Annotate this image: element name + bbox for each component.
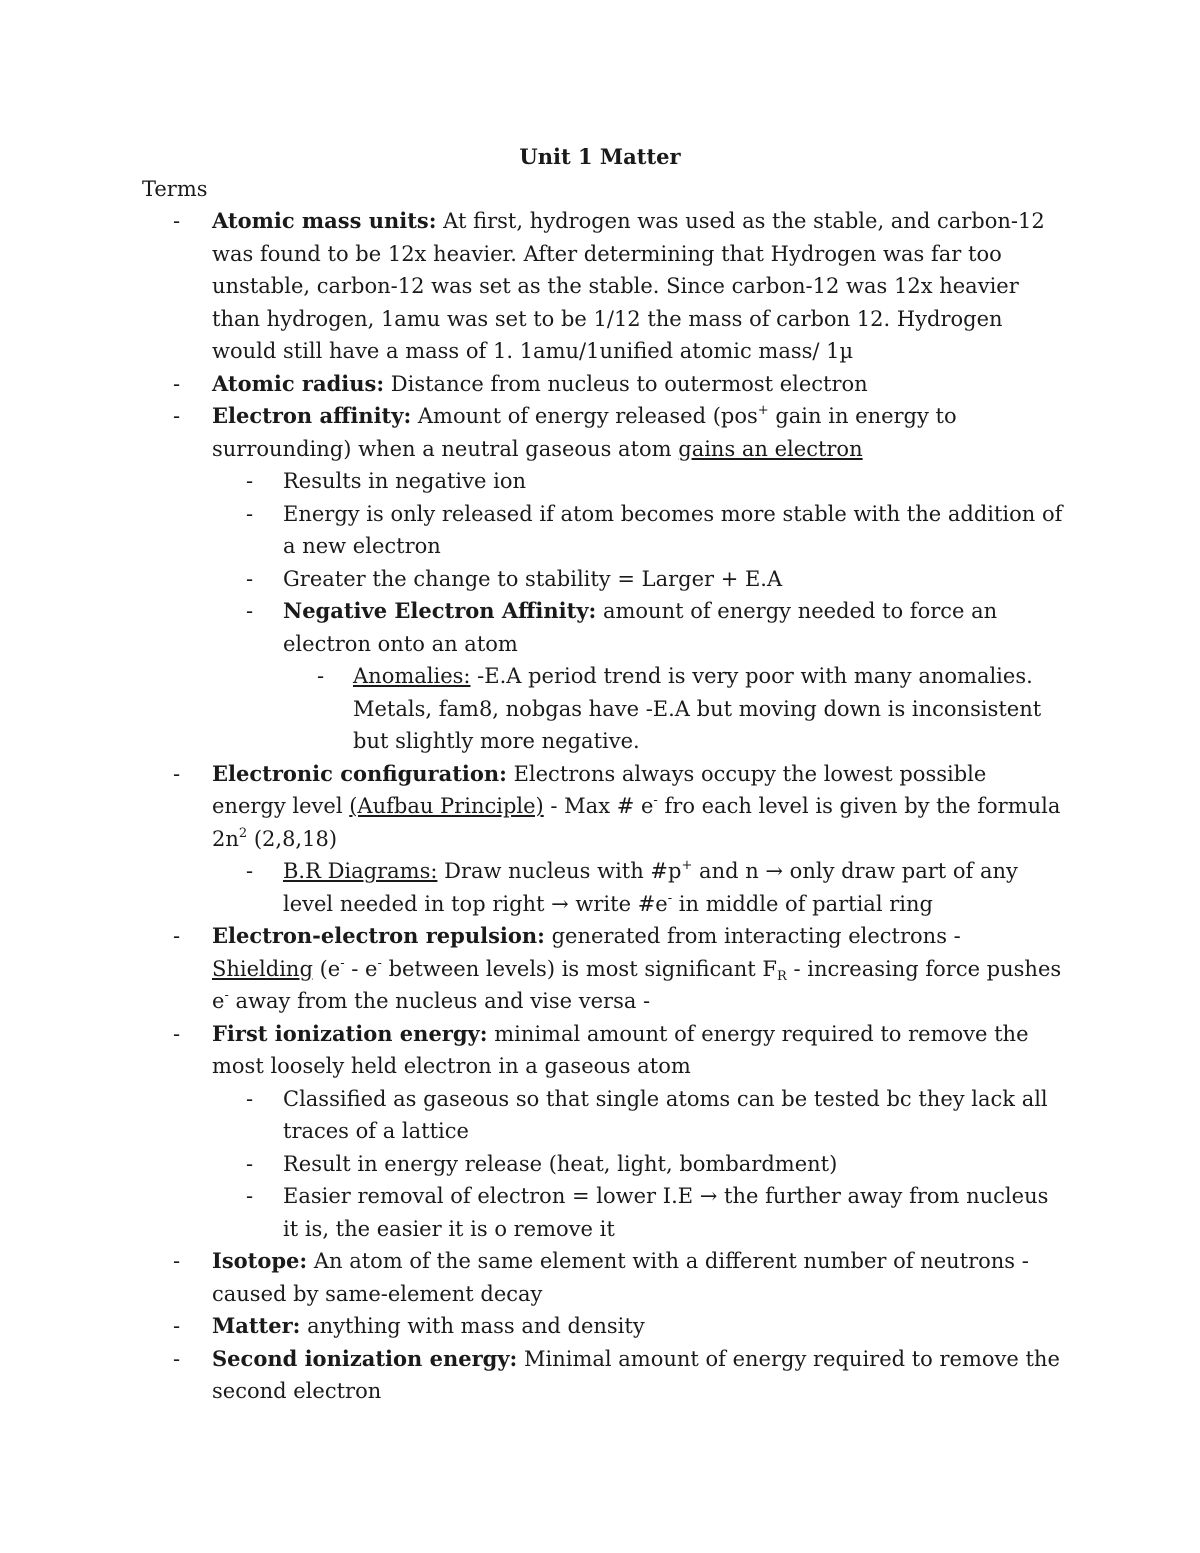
term-definition: - e — [344, 956, 378, 981]
term-definition: away from the nucleus and vise versa - — [228, 989, 651, 1013]
list-item-electron-affinity — [0, 400, 1062, 465]
bullet-dash: - — [246, 566, 254, 591]
list-item-matter — [0, 1310, 1062, 1343]
term-definition: minimal amount of energy required to remove the most loosely held electron in a gaseous atom — [212, 1021, 1029, 1078]
sub-item-classified-gaseous — [0, 1083, 1063, 1148]
page-title: Unit 1 Matter — [519, 144, 681, 169]
underlined-text: (Aufbau Principle) — [349, 794, 544, 818]
term-definition: fro each level is given by the formula 2n — [212, 794, 1061, 851]
term-label: Negative Electron Affinity: — [283, 598, 597, 623]
term-definition: generated from interacting electrons - — [544, 924, 961, 948]
superscript: - — [653, 793, 658, 808]
term-definition: Minimal amount of energy required to remove the second electron — [212, 1346, 1060, 1403]
sub-item-text: Results in negative ion — [283, 469, 526, 493]
section-label: Terms — [142, 177, 208, 201]
list-item-atomic-radius — [0, 368, 1062, 401]
terms-list — [0, 205, 1200, 1408]
bullet-dash: - — [173, 371, 181, 396]
superscript: 2 — [238, 825, 248, 841]
term-definition: between levels) is most significant F — [381, 956, 777, 981]
list-item-first-ionization-energy — [0, 1018, 1062, 1083]
bullet-dash: - — [173, 1346, 181, 1371]
term-definition: - increasing force pushes e — [212, 956, 1062, 1013]
bullet-dash: - — [173, 404, 181, 428]
sub-item-energy-released — [0, 498, 1063, 563]
sub-item-text: in middle of partial ring — [672, 891, 933, 916]
term-label: Atomic radius: — [212, 370, 385, 396]
term-definition: (e — [312, 956, 341, 981]
term-definition: gain in energy to surrounding) when a neutral gaseous atom — [212, 404, 957, 461]
term-definition: At first, hydrogen was used as the stable, and carbon-12 was found to be 12x heavier. After determining that Hydrogen was far too unstable, carbon-12 was set as the stable. Since carbon-12 was 12x heavier than hydrogen, 1amu was set to be 1/12 the mass of carbon 12. Hydrogen would still have a mass of 1. 1amu/1unified atomic mass/ 1µ — [212, 209, 1045, 363]
subscript: R — [777, 968, 787, 984]
sub-item-text: Classified as gaseous so that single atoms can be tested bc they lack all traces of a lattice — [283, 1086, 1048, 1143]
sub-sub-item-anomalies — [0, 660, 1053, 758]
sub-item-text: Draw nucleus with #p — [437, 859, 682, 883]
sub-item-text: and n → only draw part of any level needed in top right → write #e — [283, 859, 1018, 916]
bullet-dash: - — [246, 469, 254, 493]
term-definition: (2,8,18) — [247, 826, 338, 851]
bullet-dash: - — [246, 1086, 254, 1111]
term-label: Electron-electron repulsion: — [212, 923, 545, 948]
sub-item-greater-change — [0, 563, 1063, 596]
term-label: Electronic configuration: — [212, 760, 507, 786]
bullet-dash: - — [246, 501, 254, 526]
term-label: Matter: — [212, 1313, 301, 1338]
list-item-isotope — [0, 1245, 1062, 1310]
sub-item-text: -E.A period trend is very poor with many anomalies. Metals, fam8, nobgas have -E.A but moving down is inconsistent but slightly more negative. — [353, 664, 1042, 753]
sub-item-text: Easier removal of electron = lower I.E → the further away from nucleus it is, the easier it is o remove it — [283, 1184, 1049, 1241]
sub-item-text: amount of energy needed to force an electron onto an atom — [283, 599, 998, 656]
bullet-dash: - — [317, 664, 325, 688]
term-definition: Distance from nucleus to outermost electron — [384, 371, 868, 396]
sub-item-easier-removal — [0, 1180, 1063, 1245]
sub-item-text: Energy is only released if atom becomes more stable with the addition of a new electron — [283, 501, 1063, 558]
underlined-text: Shielding — [212, 956, 313, 981]
underlined-text: gains an electron — [678, 436, 863, 461]
bullet-dash: - — [173, 761, 181, 786]
term-label: Second ionization energy: — [212, 1345, 518, 1371]
underlined-label: B.R Diagrams: — [283, 859, 438, 883]
superscript: + — [757, 403, 769, 418]
superscript: - — [224, 988, 229, 1003]
superscript: - — [340, 955, 345, 971]
term-label: Isotope: — [212, 1248, 308, 1273]
bullet-dash: - — [173, 1249, 181, 1273]
term-label: Electron affinity: — [212, 403, 412, 428]
bullet-dash: - — [246, 599, 254, 623]
bullet-dash: - — [173, 1021, 181, 1046]
list-item-electronic-configuration — [0, 758, 1062, 856]
term-definition: anything with mass and density — [300, 1314, 645, 1338]
term-definition: - Max # e — [543, 794, 654, 818]
underlined-label: Anomalies: — [353, 664, 471, 688]
term-label: Atomic mass units: — [212, 208, 437, 233]
bullet-dash: - — [173, 209, 181, 233]
bullet-dash: - — [173, 1314, 181, 1338]
sub-item-negative-ion — [0, 465, 1063, 498]
sub-item-energy-release — [0, 1148, 1063, 1181]
sub-item-text: Result in energy release (heat, light, bombardment) — [283, 1151, 838, 1176]
bullet-dash: - — [173, 924, 181, 948]
bullet-dash: - — [246, 1151, 254, 1176]
superscript: + — [681, 858, 693, 873]
list-item-second-ionization-energy — [0, 1343, 1062, 1408]
sub-item-br-diagrams — [0, 855, 1063, 920]
superscript: - — [377, 955, 382, 971]
list-item-atomic-mass-units — [0, 205, 1062, 368]
bullet-dash: - — [246, 859, 254, 883]
term-definition: Amount of energy released (pos — [411, 404, 758, 428]
term-definition: Electrons always occupy the lowest possible energy level — [212, 761, 987, 818]
sub-item-text: Greater the change to stability = Larger + E.A — [283, 566, 783, 591]
term-label: First ionization energy: — [212, 1020, 488, 1046]
sub-item-negative-electron-affinity — [0, 595, 1063, 660]
superscript: - — [667, 890, 673, 906]
term-definition: An atom of the same element with a different number of neutrons - caused by same-element decay — [212, 1249, 1029, 1306]
bullet-dash: - — [246, 1184, 254, 1208]
list-item-electron-repulsion — [0, 920, 1062, 1018]
